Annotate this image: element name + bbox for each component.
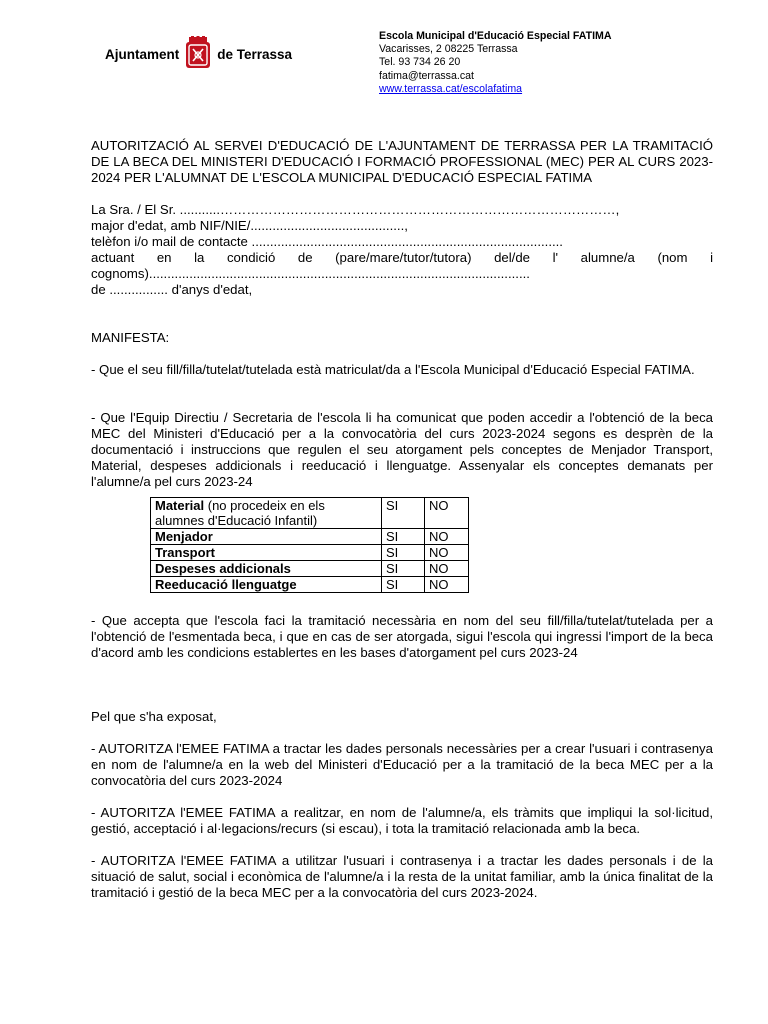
concept-note: (no procedeix en els alumnes d'Educació Infantil) <box>155 498 325 528</box>
document-body <box>91 138 713 901</box>
manifesta-heading: MANIFESTA: <box>91 330 170 345</box>
concept-label: Material <box>155 498 205 513</box>
concept-label: Menjador <box>155 529 213 544</box>
school-email: fatima@terrassa.cat <box>379 69 474 82</box>
option-no[interactable]: NO <box>425 545 469 561</box>
school-website-link[interactable]: www.terrassa.cat/escolafatima <box>379 82 523 95</box>
table-row <box>151 498 469 529</box>
concept-label: Despeses addicionals <box>155 561 291 576</box>
option-si[interactable]: SI <box>382 577 425 593</box>
school-info <box>379 30 612 96</box>
ajuntament-logo <box>105 38 292 72</box>
form-line-student-name: cognoms)........................................................................................................ <box>91 266 530 281</box>
school-phone: Tel. 93 734 26 20 <box>379 56 461 69</box>
manifesta-paragraph-3: - Que accepta que l'escola faci la tramitació necessària en nom del seu fill/filla/tutelat/tutelada per a l'obtenció de l'esmentada beca, i que en cas de ser atorgada, sigui l'escola qui ingressi l'import de la beca d'acord amb les condicions establertes en les bases d'atorgament pel curs 2023-24 <box>91 613 713 660</box>
option-si[interactable]: SI <box>382 561 425 577</box>
option-no[interactable]: NO <box>425 529 469 545</box>
concept-label: Reeducació llenguatge <box>155 577 297 592</box>
document-title: AUTORITZACIÓ AL SERVEI D'EDUCACIÓ DE L'AJUNTAMENT DE TERRASSA PER LA TRAMITACIÓ DE LA BECA DEL MINISTERI D'EDUCACIÓ I FORMACIÓ PROFESSIONAL (MEC) PER AL CURS 2023-2024 PER L'ALUMNAT DE L'ESCOLA MUNICIPAL D'EDUCACIÓ ESPECIAL FATIMA <box>91 138 713 185</box>
concepts-table <box>150 497 469 593</box>
logo-text-right: de Terrassa <box>217 47 293 62</box>
school-name: Escola Municipal d'Educació Especial FATIMA <box>379 30 612 42</box>
autoritza-paragraph-1: - AUTORITZA l'EMEE FATIMA a tractar les dades personals necessàries per a crear l'usuari i contrasenya en nom de l'alumne/a en la web del Ministeri d'Educació per a la tramitació de la beca MEC per a la convocatòria del curs 2023-2024 <box>91 741 713 788</box>
manifesta-paragraph-2: - Que l'Equip Directiu / Secretaria de l'escola li ha comunicat que poden accedir a l'obtenció de la beca MEC del Ministeri d'Educació per a la convocatòria del curs 2023-2024 segons es desprèn de la documentació i instruccions que regulen el seu atorgament pels conceptes de Menjador Transport, Material, despeses addicionals i reeducació i llenguatge. Assenyalar els conceptes demanats per l'alumne/a pel curs 2023-24 <box>91 410 713 489</box>
table-row <box>151 545 469 561</box>
form-line-condition: actuant en la condició de (pare/mare/tutor/tutora) del/de l' alumne/a (nom i <box>91 250 713 265</box>
option-no[interactable]: NO <box>425 577 469 593</box>
option-si[interactable]: SI <box>382 498 425 529</box>
option-si[interactable]: SI <box>382 529 425 545</box>
option-no[interactable]: NO <box>425 498 469 529</box>
form-line-nif: major d'edat, amb NIF/NIE/.........................................., <box>91 218 408 233</box>
form-line-age: de ................ d'anys d'edat, <box>91 282 253 297</box>
autoritza-intro: Pel que s'ha exposat, <box>91 709 217 724</box>
option-no[interactable]: NO <box>425 561 469 577</box>
form-line-contact: telèfon i/o mail de contacte ..................................................................................... <box>91 234 563 249</box>
concept-label: Transport <box>155 545 215 560</box>
table-row <box>151 529 469 545</box>
autoritza-paragraph-3: - AUTORITZA l'EMEE FATIMA a utilitzar l'usuari i contrasenya i a tractar les dades personals i de la situació de salut, social i econòmica de l'alumne/a i la resta de la unitat familiar, amb la única finalitat de la tramitació i gestió de la beca MEC per a la convocatòria del curs 2023-2024. <box>91 853 713 900</box>
table-row <box>151 561 469 577</box>
school-address: Vacarisses, 2 08225 Terrassa <box>379 43 518 56</box>
logo-text-left: Ajuntament <box>105 47 180 62</box>
option-si[interactable]: SI <box>382 545 425 561</box>
table-row <box>151 577 469 593</box>
terrassa-seal-icon <box>185 36 211 74</box>
form-line-name: La Sra. / El Sr. ...........………………………………………………………………………………, <box>91 202 620 217</box>
autoritza-paragraph-2: - AUTORITZA l'EMEE FATIMA a realitzar, en nom de l'alumne/a, els tràmits que impliqui la sol·licitud, gestió, acceptació i al·legacions/recurs (si escau), i tota la tramitació relacionada amb la beca. <box>91 805 713 836</box>
manifesta-paragraph-1: - Que el seu fill/filla/tutelat/tutelada està matriculat/da a l'Escola Municipal d'Educació Especial FATIMA. <box>91 362 695 377</box>
